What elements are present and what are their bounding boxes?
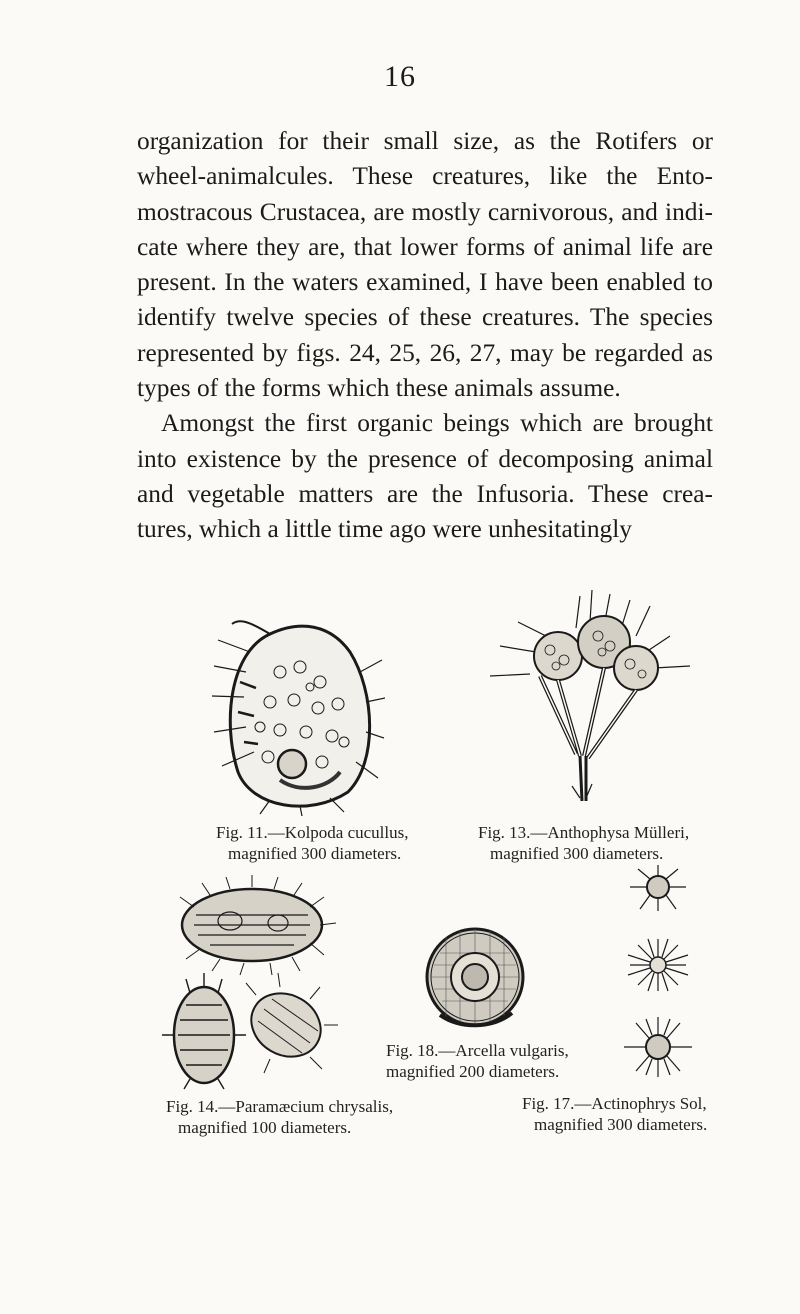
fig11-caption	[216, 822, 409, 864]
paragraph-rotifers: organization for their small size, as the Rotifers or wheel-animalcules. These creatures, like the Ento-mostracous Crustacea, are mostly carnivorous, and indi-cate where they are, that lower forms of animal life are present. In the waters examined, I have been enabled to identify twelve species of these creatures. The species represented by figs. 24, 25, 26, 27, may be regarded as types of the forms which these animals assume.	[137, 127, 713, 403]
fig11-caption-title: Fig. 11.—Kolpoda cucullus,	[216, 823, 409, 842]
fig11-illustration	[210, 612, 385, 817]
fig17-caption	[522, 1093, 707, 1135]
fig17-caption-magnification: magnified 300 diameters.	[534, 1115, 708, 1134]
fig18-caption-magnification: magnified 200 diameters.	[386, 1062, 560, 1081]
fig14-caption-title: Fig. 14.—Paramæcium chrysalis,	[166, 1097, 394, 1116]
fig18-illustration	[420, 925, 530, 1033]
fig14-illustration	[160, 875, 360, 1090]
fig18-caption	[386, 1040, 569, 1082]
fig11-caption-magnification: magnified 300 diameters.	[228, 844, 402, 863]
paragraph-infusoria: Amongst the first organic beings which are brought into existence by the presence of decomposing animal and vegetable matters are the Infusoria. These crea-tures, which a little time ago were unhesitatingly	[137, 409, 713, 544]
fig18-caption-title: Fig. 18.—Arcella vulgaris,	[386, 1041, 569, 1060]
fig13-caption-magnification: magnified 300 diameters.	[490, 844, 664, 863]
fig17-illustration	[608, 865, 708, 1085]
body-text	[137, 124, 713, 548]
fig13-caption-title: Fig. 13.—Anthophysa Mülleri,	[478, 823, 690, 842]
page-number: 16	[384, 60, 416, 93]
fig13-caption	[478, 822, 689, 864]
fig14-caption	[166, 1096, 393, 1138]
fig13-illustration	[480, 586, 710, 816]
fig17-caption-title: Fig. 17.—Actinophrys Sol,	[522, 1094, 707, 1113]
fig14-caption-magnification: magnified 100 diameters.	[178, 1118, 352, 1137]
